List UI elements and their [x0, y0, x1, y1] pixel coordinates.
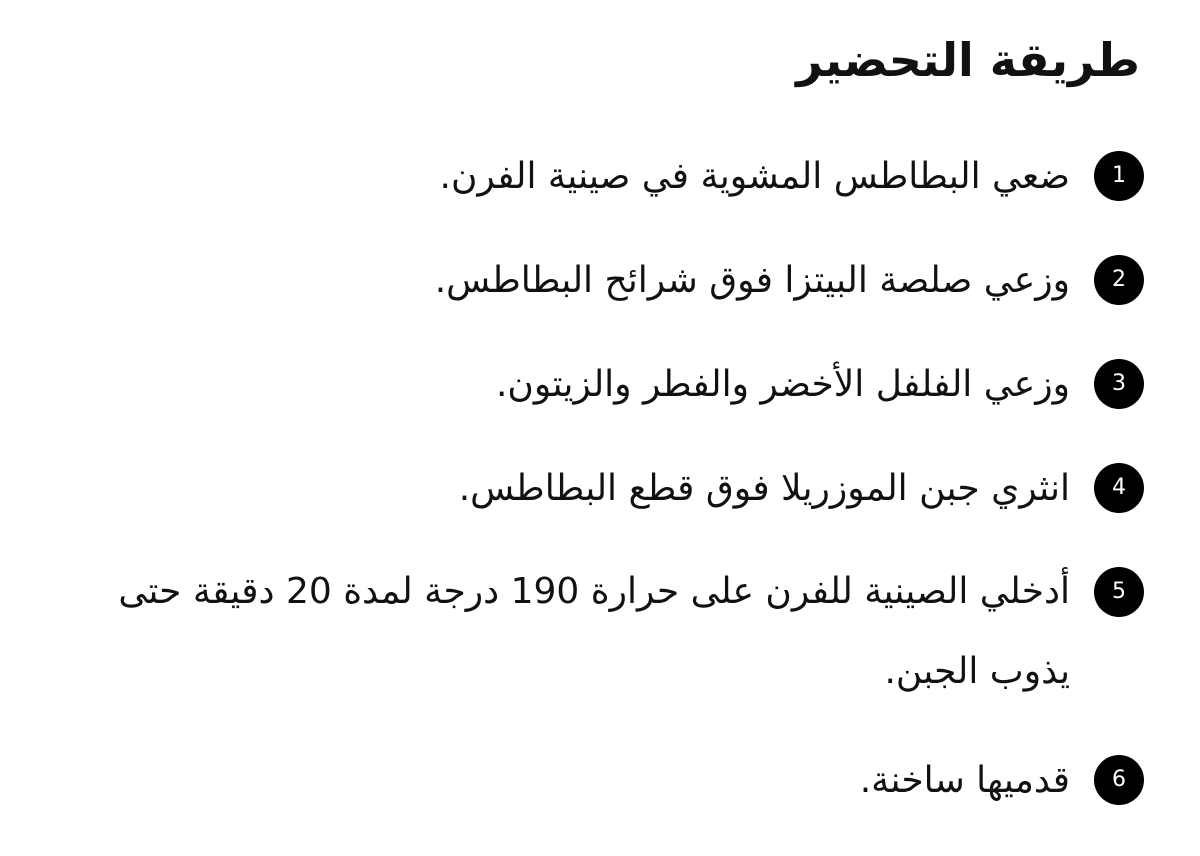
step-text: وزعي صلصة البيتزا فوق شرائح البطاطس.: [434, 260, 1070, 301]
step-text: ضعي البطاطس المشوية في صينية الفرن.: [439, 156, 1070, 197]
step-number-badge: 3: [1094, 359, 1144, 409]
step-item-4: [64, 460, 1144, 518]
step-item-5: [64, 564, 1144, 712]
step-number-badge: 1: [1094, 151, 1144, 201]
step-item-2: [64, 252, 1144, 310]
step-text: أدخلي الصينية للفرن على حرارة 190 درجة لمدة 20 دقيقة حتى يذوب الجبن.: [118, 571, 1070, 692]
step-number-badge: 6: [1094, 755, 1144, 805]
steps-list: [64, 148, 1144, 856]
step-item-6: [64, 752, 1144, 810]
page-title: طريقة التحضير: [796, 33, 1140, 87]
step-number-badge: 4: [1094, 463, 1144, 513]
step-number-badge: 5: [1094, 567, 1144, 617]
step-text: وزعي الفلفل الأخضر والفطر والزيتون.: [495, 364, 1070, 405]
step-text: انثري جبن الموزريلا فوق قطع البطاطس.: [458, 468, 1070, 509]
step-text: قدميها ساخنة.: [859, 760, 1070, 801]
step-number-badge: 2: [1094, 255, 1144, 305]
step-item-3: [64, 356, 1144, 414]
step-item-1: [64, 148, 1144, 206]
